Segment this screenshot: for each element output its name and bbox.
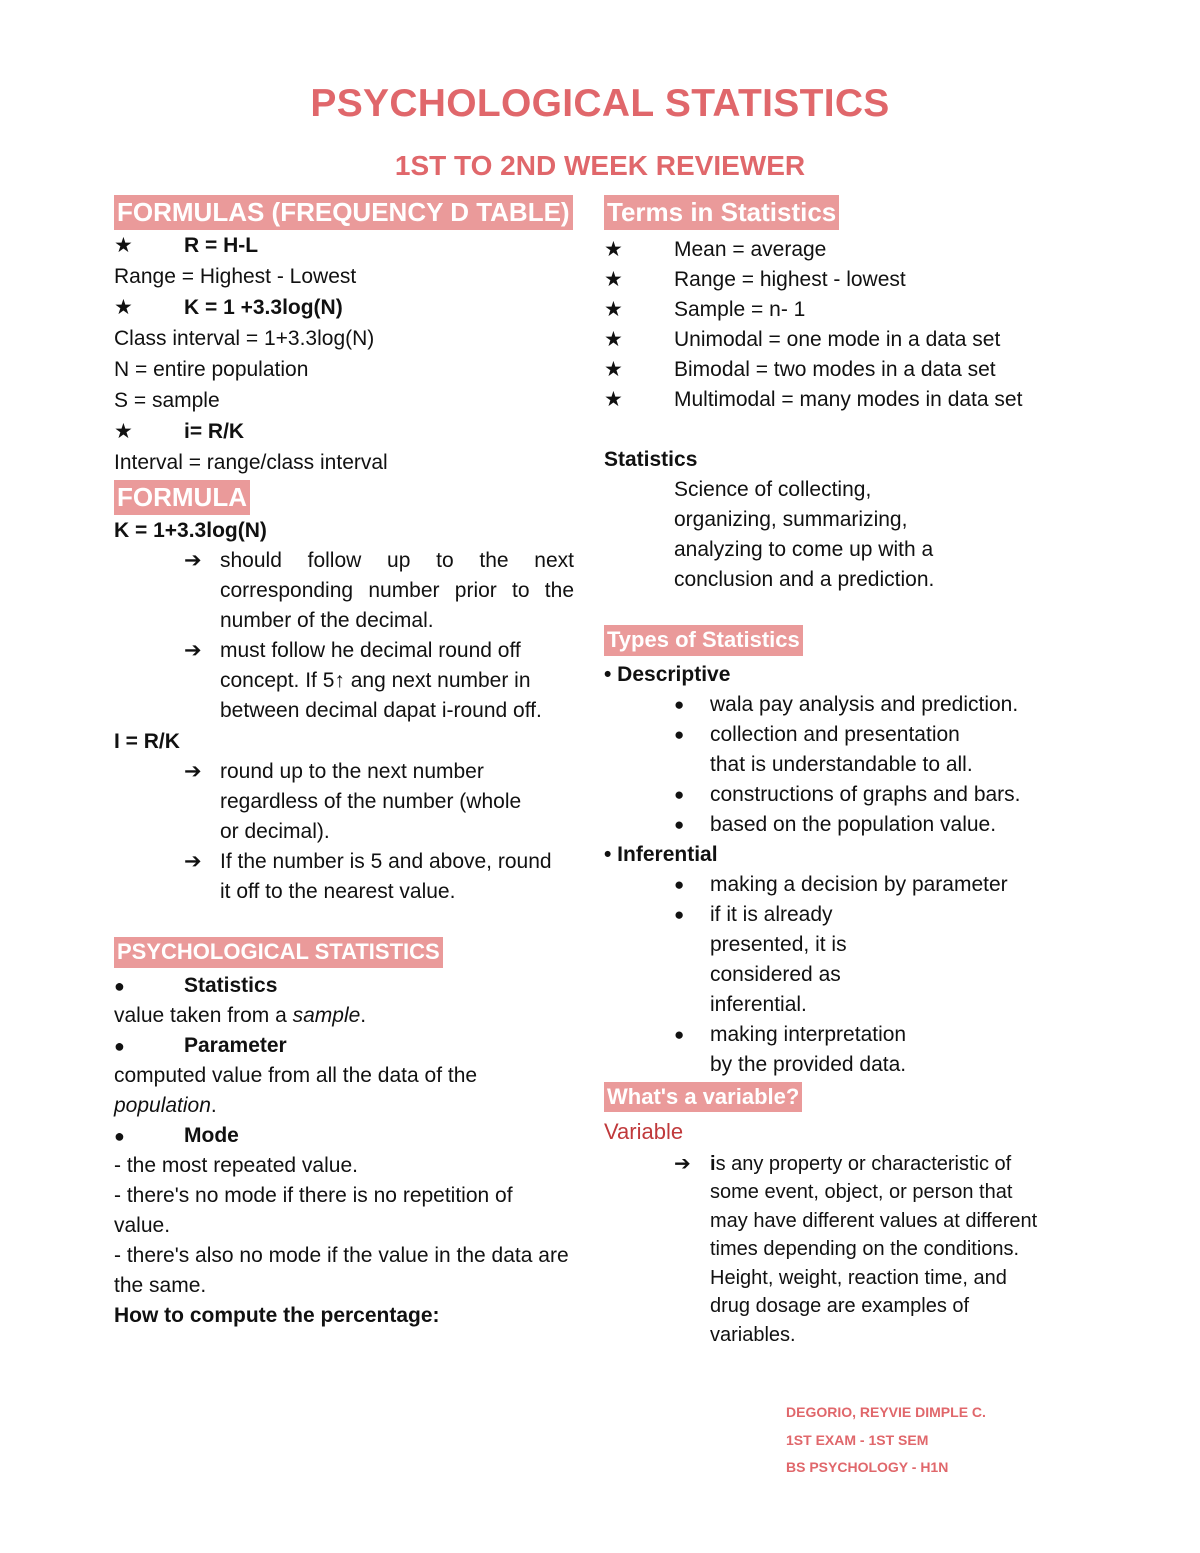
list-item: ● if it is already presented, it is considered as inferential. (604, 900, 1064, 1020)
term-desc: value taken from a sample. (114, 1003, 367, 1027)
star-icon: ★ (114, 234, 133, 258)
author-footer (786, 1404, 986, 1487)
bullet-icon: ● (114, 1125, 125, 1146)
list-item: ● making a decision by parameter (604, 870, 1064, 900)
statistics-title: Statistics (604, 448, 698, 472)
bullet-icon: ● (114, 975, 125, 996)
term-item: ★ Mean = average (604, 235, 1064, 265)
page-title: PSYCHOLOGICAL STATISTICS (310, 82, 890, 125)
inferential-label: • Inferential (604, 842, 718, 866)
arrow-right-icon: ➔ (184, 549, 202, 573)
star-icon: ★ (114, 420, 133, 444)
section-heading-formulas: FORMULAS (FREQUENCY D TABLE) (114, 195, 573, 230)
star-icon: ★ (114, 296, 133, 320)
right-column (604, 195, 1064, 1349)
term-item: ● Parameter (114, 1031, 574, 1061)
term-item: ★ Range = highest - lowest (604, 265, 1064, 295)
left-column (114, 195, 574, 1331)
list-item: ● making interpretation by the provided data. (604, 1020, 1064, 1080)
term-item: ★ Multimodal = many modes in data set (604, 385, 1064, 415)
descriptive-label: • Descriptive (604, 662, 731, 686)
term-item: ● Mode (114, 1121, 574, 1151)
bullet-icon: ● (674, 724, 685, 744)
statistics-definition: Science of collecting, organizing, summarizing, analyzing to come up with a conclusion and a prediction. (674, 478, 935, 592)
mode-desc: - the most repeated value. - there's no mode if there is no repetition of value. - there's also no mode if the value in the data are the same. (114, 1153, 569, 1297)
bullet-icon: ● (674, 904, 685, 924)
list-item: ➔ round up to the next number regardless of the number (whole or decimal). (114, 757, 574, 847)
section-heading-variable: What's a variable? (604, 1082, 802, 1112)
section-heading-psych-stats: PSYCHOLOGICAL STATISTICS (114, 937, 443, 967)
bullet-icon: ● (674, 814, 685, 834)
exam-label: 1ST EXAM - 1ST SEM (786, 1431, 929, 1448)
percentage-heading: How to compute the percentage: (114, 1303, 440, 1327)
star-icon: ★ (604, 298, 623, 322)
bullet-icon: ● (674, 694, 685, 714)
list-item: ● based on the population value. (604, 810, 1064, 840)
list-item: ● constructions of graphs and bars. (604, 780, 1064, 810)
author-name: DEGORIO, REYVIE DIMPLE C. (786, 1404, 986, 1420)
list-item: ➔ If the number is 5 and above, round it off to the nearest value. (114, 847, 574, 907)
term-item: ★ Unimodal = one mode in a data set (604, 325, 1064, 355)
list-item: ➔ should follow up to the next corresponding number prior to the number of the decimal. (114, 546, 574, 636)
formula-item: ★ K = 1 +3.3log(N) (114, 292, 574, 323)
term-item: ★ Bimodal = two modes in a data set (604, 355, 1064, 385)
variable-label: Variable (604, 1118, 684, 1144)
bullet-icon: ● (674, 784, 685, 804)
course-label: BS PSYCHOLOGY - H1N (786, 1459, 949, 1475)
section-heading-formula: FORMULA (114, 480, 250, 515)
arrow-right-icon: ➔ (184, 639, 202, 663)
formula-desc: S = sample (114, 389, 220, 413)
formula-desc: Interval = range/class interval (114, 451, 388, 475)
formula-item: ★ i= R/K (114, 416, 574, 447)
list-item: ● wala pay analysis and prediction. (604, 690, 1064, 720)
bullet-icon: ● (114, 1035, 125, 1056)
bullet-icon: ● (674, 874, 685, 894)
list-item: ➔ must follow he decimal round off concept. If 5↑ ang next number in between decimal dapat i-round off. (114, 636, 574, 726)
section-heading-terms: Terms in Statistics (604, 195, 839, 230)
star-icon: ★ (604, 388, 623, 412)
term-item: ● Statistics (114, 971, 574, 1001)
formula-item: ★ R = H-L (114, 230, 574, 261)
star-icon: ★ (604, 328, 623, 352)
list-item: ➔ is any property or characteristic of some event, object, or person that may have different values at different times depending on the conditions. Height, weight, reaction time, and drug dosage are examples of variables. (604, 1150, 1064, 1350)
arrow-right-icon: ➔ (184, 760, 202, 784)
arrow-right-icon: ➔ (184, 850, 202, 874)
section-heading-types: Types of Statistics (604, 625, 803, 655)
page-subtitle: 1ST TO 2ND WEEK REVIEWER (394, 150, 806, 181)
formula-desc: Class interval = 1+3.3log(N) (114, 327, 375, 351)
k-formula: K = 1+3.3log(N) (114, 519, 267, 543)
i-formula: I = R/K (114, 730, 180, 754)
star-icon: ★ (604, 358, 623, 382)
star-icon: ★ (604, 238, 623, 262)
formula-desc: N = entire population (114, 358, 309, 382)
formula-desc: Range = Highest - Lowest (114, 265, 357, 289)
arrow-right-icon: ➔ (674, 1152, 691, 1175)
star-icon: ★ (604, 268, 623, 292)
list-item: ● collection and presentation that is understandable to all. (604, 720, 1064, 780)
term-item: ★ Sample = n- 1 (604, 295, 1064, 325)
term-desc: computed value from all the data of the population. (114, 1063, 478, 1117)
bullet-icon: ● (674, 1024, 685, 1044)
